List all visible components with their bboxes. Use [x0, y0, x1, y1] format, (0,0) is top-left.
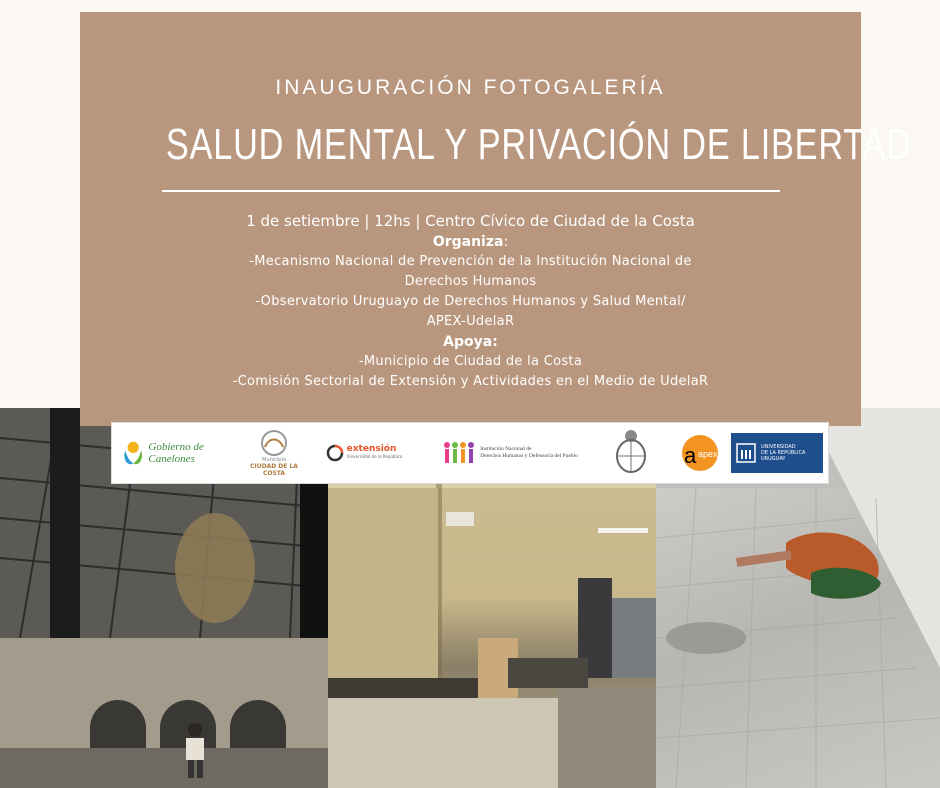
organiza-line: APEX-UdelaR: [426, 314, 515, 329]
organiza-line: -Mecanismo Nacional de Prevención de la Institución Nacional de: [249, 254, 692, 269]
municipio-name-text: CIUDAD DE LA COSTA: [250, 463, 298, 477]
apoya-line: -Comisión Sectorial de Extensión y Actividades en el Medio de UdelaR: [232, 374, 709, 389]
inddhh-line-1: Institución Nacional de: [480, 446, 532, 452]
apoya-line: -Municipio de Ciudad de la Costa: [358, 354, 583, 369]
udelar-text: [761, 444, 805, 462]
event-details: 1 de setiembre | 12hs | Centro Cívico de Ciudad de la Costa: [246, 212, 695, 230]
extension-word: extensión: [346, 444, 397, 454]
canelones-logo: [122, 423, 232, 483]
uruguay-coat-of-arms: [607, 423, 655, 483]
canelones-icon: [122, 436, 144, 470]
inddhh-people-icon: [442, 439, 476, 467]
page-title: SALUD MENTAL Y PRIVACIÓN DE LIBERTAD: [165, 120, 912, 169]
inddhh-text: [480, 446, 578, 460]
apex-icon: [676, 433, 724, 473]
extension-logo: [324, 423, 404, 483]
apex-text: apex: [698, 449, 718, 459]
apex-logo: [674, 423, 726, 483]
organiza-heading: Organiza:: [432, 234, 509, 250]
coat-of-arms-icon: [611, 428, 651, 478]
event-kicker: INAUGURACIÓN FOTOGALERÍA: [275, 76, 666, 99]
organiza-line: Derechos Humanos: [404, 274, 537, 289]
inddhh-logo: [430, 423, 590, 483]
municipio-logo: [244, 423, 304, 483]
udelar-badge: [731, 433, 823, 473]
extension-text: [347, 445, 403, 461]
udelar-logo: [730, 423, 824, 483]
event-info: [80, 212, 861, 392]
udelar-line-2: DE LA REPÚBLICA: [761, 450, 806, 456]
udelar-line-3: URUGUAY: [761, 456, 786, 462]
municipio-emblem-icon: [259, 429, 289, 457]
apex-letter: a: [684, 443, 697, 468]
apoya-heading: Apoya:: [443, 334, 498, 350]
municipio-small-text: Municipio: [262, 457, 286, 463]
udelar-line-1: UNIVERSIDAD: [761, 444, 796, 450]
organiza-line: -Observatorio Uruguayo de Derechos Humanos y Salud Mental/: [255, 294, 686, 309]
extension-sub: Universidad de la República: [346, 454, 403, 459]
inddhh-line-2: Derechos Humanos y Defensoría del Pueblo: [480, 453, 578, 459]
sponsor-logos-bar: [111, 422, 829, 484]
extension-icon: [326, 444, 344, 462]
title-panel: [80, 12, 912, 426]
canelones-text: Gobierno de Canelones: [148, 441, 204, 465]
divider: [162, 190, 780, 192]
udelar-building-icon: [735, 442, 757, 464]
